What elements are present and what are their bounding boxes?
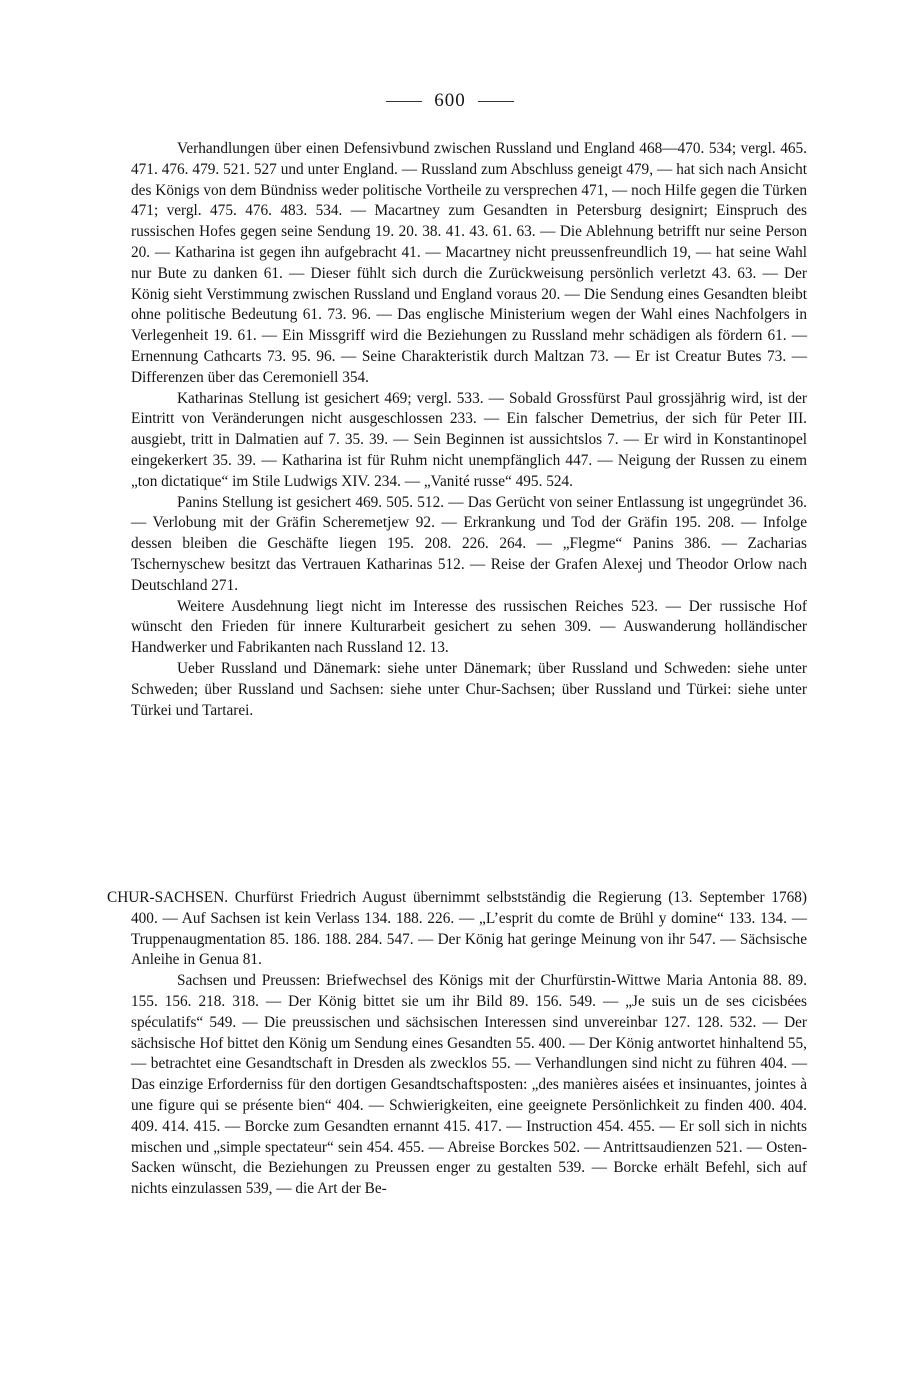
page-number: 600 (434, 90, 466, 111)
paragraph: Panins Stellung ist gesichert 469. 505. 512. — Das Gerücht von seiner Entlassung ist ungegründet 36. — Verlobung mit der Gräfin Scheremetjew 92. — Erkrankung und Tod der Gräfin 195. 208. — Infolge dessen bleiben die Geschäfte liegen 195. 208. 226. 264. — „Flegme“ Panins 386. — Zacharias Tschernyschew besitzt das Vertrauen Katharinas 512. — Reise der Grafen Alexej und Theodor Orlow nach Deutschland 271. (131, 493, 807, 594)
index-entry-heading-paragraph: CHUR-SACHSEN. Churfürst Friedrich August übernimmt selbstständig die Regierung (13. September 1768) 400. — Auf Sachsen ist kein Verlass 134. 188. 226. — „L’esprit du comte de Brühl y domine“ 133. 134. — Truppenaugmentation 85. 186. 188. 284. 547. — Der König hat geringe Meinung von ihr 547. — Sächsische Anleihe in Genua 81. (107, 889, 807, 969)
header-rule-right (478, 101, 514, 102)
page-header (0, 90, 900, 112)
chur-sachsen-section (107, 888, 807, 1200)
paragraph: Katharinas Stellung ist gesichert 469; vergl. 533. — Sobald Grossfürst Paul grossjährig wird, ist der Eintritt von Veränderungen nicht ausgeschlossen 233. — Ein falscher Demetrius, der sich für Peter III. ausgiebt, tritt in Dalmatien auf 7. 35. 39. — Sein Beginnen ist aussichtslos 7. — Er wird in Konstantinopel eingekerkert 35. 39. — Katharina ist für Ruhm nicht unempfänglich 447. — Neigung der Russen zu einem „ton dictatique“ im Stile Ludwigs XIV. 234. — „Vanité russe“ 495. 524. (131, 389, 807, 490)
paragraph: Weitere Ausdehnung liegt nicht im Interesse des russischen Reiches 523. — Der russische Hof wünscht den Frieden für innere Kulturarbeit gesichert zu sehen 309. — Auswanderung holländischer Handwerker und Fabrikanten nach Russland 12. 13. (131, 597, 807, 657)
russia-section (131, 139, 807, 721)
paragraph: Verhandlungen über einen Defensivbund zwischen Russland und England 468—470. 534; vergl. 465. 471. 476. 479. 521. 527 und unter England. — Russland zum Abschluss geneigt 479, — hat sich nach Ansicht des Königs von dem Bündniss weder politische Vortheile zu versprechen 471, — noch Hilfe gegen die Türken 471; vergl. 475. 476. 483. 534. — Macartney zum Gesandten in Petersburg designirt; Einspruch des russischen Hofes gegen seine Sendung 19. 20. 38. 41. 43. 61. 63. — Die Ablehnung betrifft nur seine Person 20. — Katharina ist gegen ihn aufgebracht 41. — Macartney nicht preussenfreundlich 19, — hat seine Wahl nur Bute zu danken 61. — Dieser fühlt sich durch die Zurückweisung persönlich verletzt 43. 63. — Der König sieht Verstimmung zwischen Russland und England voraus 20. — Die Sendung eines Gesandten bleibt ohne politische Bedeutung 61. 73. 96. — Das englische Ministerium wegen der Wahl eines Nachfolgers in Verlegenheit 19. 61. — Ein Missgriff wird die Beziehungen zu Russland mehr schädigen als fördern 61. — Ernennung Cathcarts 73. 95. 96. — Seine Charakteristik durch Maltzan 73. — Er ist Creatur Butes 73. — Differenzen über das Ceremoniell 354. (131, 140, 807, 386)
header-rule-left (386, 101, 422, 102)
paragraph: Ueber Russland und Dänemark: siehe unter Dänemark; über Russland und Schweden: siehe unter Schweden; über Russland und Sachsen: siehe unter Chur-Sachsen; über Russland und Türkei: siehe unter Türkei und Tartarei. (131, 659, 807, 719)
paragraph: Sachsen und Preussen: Briefwechsel des Königs mit der Churfürstin-Wittwe Maria Antonia 88. 89. 155. 156. 218. 318. — Der König bittet sie um ihr Bild 89. 156. 549. — „Je suis un de ses cicisbées spéculatifs“ 549. — Die preussischen und sächsischen Interessen sind unvereinbar 127. 128. 532. — Der sächsische Hof bittet den König um Sendung eines Gesandten 55. 400. — Der König antwortet hinhaltend 55, — betrachtet eine Gesandtschaft in Dresden als zwecklos 55. — Verhandlungen sind nicht zu führen 404. — Das einzige Erforderniss für den dortigen Gesandtschaftsposten: „des manières aisées et insinuantes, jointes à une figure qui se présente bien“ 404. — Schwierigkeiten, eine geeignete Persönlichkeit zu finden 400. 404. 409. 414. 415. — Borcke zum Gesandten ernannt 415. 417. — Instruction 454. 455. — Er soll sich in nichts mischen und „simple spectateur“ sein 454. 455. — Abreise Borckes 502. — Antrittsaudienzen 521. — Osten-Sacken wünscht, die Beziehungen zu Preussen enger zu gestalten 539. — Borcke erhält Befehl, sich auf nichts einzulassen 539, — die Art der Be- (131, 972, 807, 1198)
